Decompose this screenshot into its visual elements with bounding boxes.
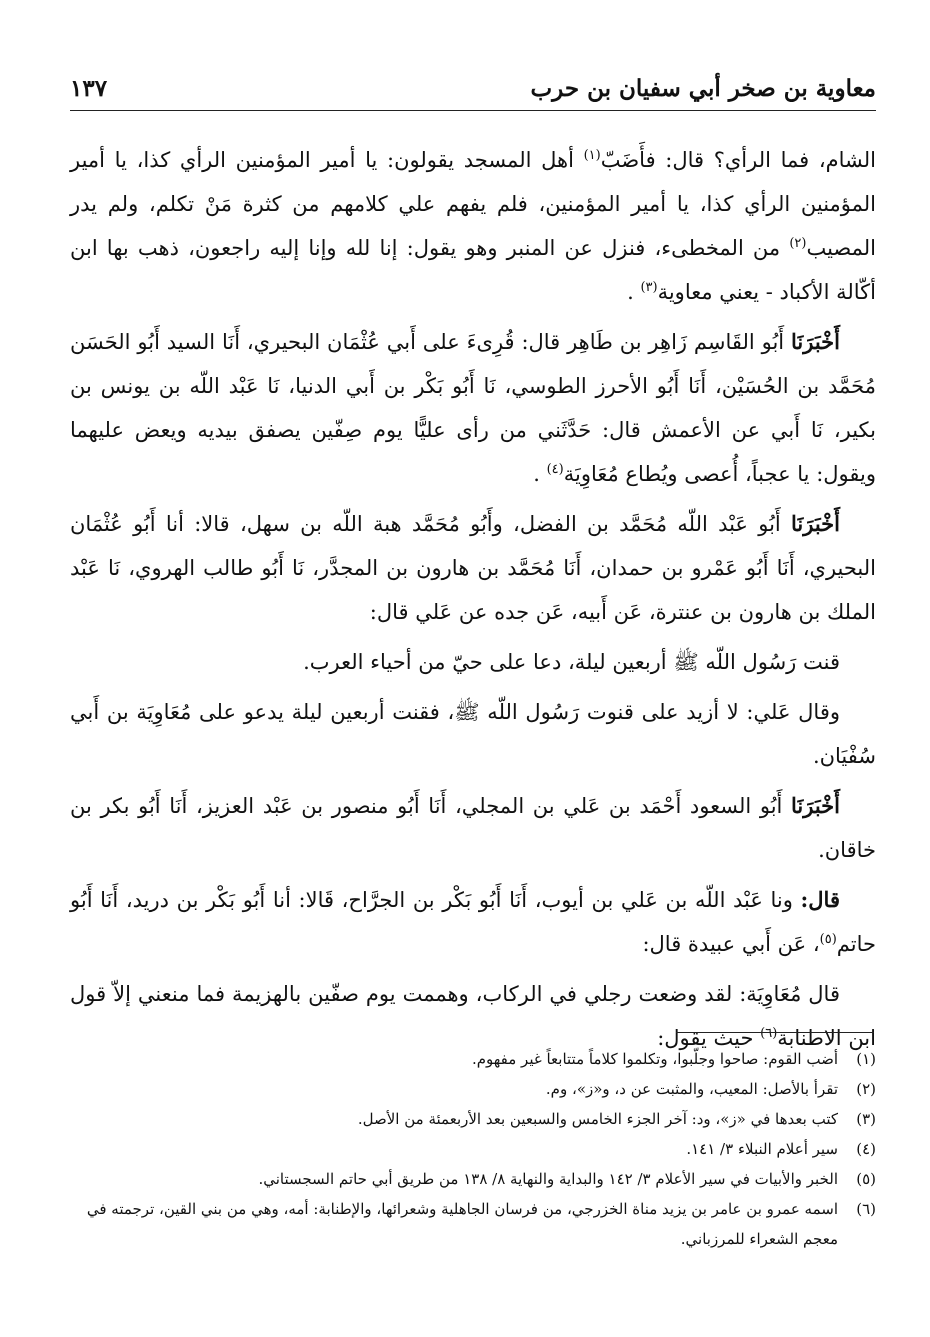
- text-span: .: [533, 462, 547, 486]
- paragraph-4: [70, 640, 876, 684]
- footnote-number: (٣): [856, 1110, 876, 1128]
- footnote-2: [70, 1074, 876, 1104]
- page-header: [70, 66, 876, 111]
- main-text: [70, 138, 876, 1066]
- paragraph-1: [70, 138, 876, 314]
- footnote-ref: (٥): [819, 932, 837, 947]
- footnote-ref: (٣): [640, 280, 658, 295]
- text-span: ونا عَبْد اللّه بن عَلي بن أيوب، أَنَا أَبُو بَكْر بن الجرَّاح، قَالا: أنا أَبُو بَكْر بن دريد، أَنَا أَبُو حاتم: [70, 888, 876, 956]
- footnote-number: (١): [856, 1050, 876, 1068]
- footnote-text: الخبر والأبيات في سير الأعلام ٣/ ١٤٢ والبداية والنهاية ٨/ ١٣٨ من طريق أبي حاتم السجستاني.: [258, 1170, 838, 1188]
- footnote-number: (٥): [856, 1170, 876, 1188]
- text-span: أهل المسجد يقولون: يا أمير المؤمنين الرأي كذا، يا أمير المؤمنين الرأي كذا، يا أمير المؤمنين، فلم يفهم علي كلامهم من كثرة مَنْ تكلم، ولم يدر المصيب: [70, 148, 876, 260]
- text-span: الشام، فما الرأي؟ قال: فأَضَبّ: [600, 148, 876, 172]
- footnote-text: سير أعلام النبلاء ٣/ ١٤١.: [686, 1140, 838, 1158]
- text-span: حيث يقول:: [657, 1026, 761, 1050]
- isnad-lead: أَخْبَرَنَا: [791, 793, 840, 818]
- footnote-number: (٢): [856, 1080, 876, 1098]
- footnote-6: [70, 1194, 876, 1254]
- footnote-text: تقرأ بالأصل: المعيب، والمثبت عن د، و«ز»، وم.: [545, 1080, 838, 1098]
- footnote-number: (٦): [856, 1200, 876, 1218]
- text-span: أَبُو القَاسِم زَاهِر بن طَاهِر قال: قُرِىءَ على أَبي عُثْمَان البحيري، أَنَا السيد أَبُو الحَسَن مُحَمَّد بن الحُسَيْن، أَنَا أَبُو الأحرز الطوسي، نَا أَبُو بَكْر بن أَبي الدنيا، نَا عَبْد اللّه بن يونس بن بكير، نَا أَبي عن الأعمش قال: حَدَّثَني من رأى عليًّا يوم صِفّين يصفق بيديه ويعض عليهما ويقول: يا عجباً، أُعصى ويُطاع مُعَاوِيَة: [70, 330, 876, 486]
- footnote-ref: (١): [583, 148, 601, 163]
- footnote-4: [70, 1134, 876, 1164]
- paragraph-3: [70, 502, 876, 634]
- footnote-1: [70, 1044, 876, 1074]
- footnote-5: [70, 1164, 876, 1194]
- paragraph-7: [70, 878, 876, 966]
- running-title: معاوية بن صخر أبي سفيان بن حرب: [530, 74, 876, 102]
- paragraph-2: [70, 320, 876, 496]
- paragraph-6: [70, 784, 876, 872]
- footnote-text: اسمه عمرو بن عامر بن يزيد مناة الخزرجي، من فرسان الجاهلية وشعرائها، والإطنابة: أمه، وهي من بني القين، ترجمته في معجم الشعراء للمرزباني.: [86, 1200, 838, 1248]
- page-number: ١٣٧: [70, 74, 108, 102]
- isnad-lead: قال:: [800, 887, 840, 912]
- text-span: قال مُعَاوِيَة: لقد وضعت رجلي في الركاب، وهممت يوم صفّين بالهزيمة فما منعني إلاّ قول ابن الاطنابة: [70, 982, 876, 1050]
- text-span: أَبُو السعود أَحْمَد بن عَلي بن المجلي، أَنَا أَبُو منصور بن عَبْد العزيز، أَنَا أَبُو بكر بن خاقان.: [70, 794, 876, 862]
- footnote-ref: (٢): [789, 236, 807, 251]
- text-span: .: [627, 280, 641, 304]
- text-span: ، عَن أَبي عبيدة قال:: [642, 932, 820, 956]
- text-span: أَبُو عَبْد اللّه مُحَمَّد بن الفضل، وأَبُو مُحَمَّد هبة اللّه بن سهل، قالا: أنا أَبُو عُثْمَان البحيري، أَنَا أَبُو عَمْرو بن حمدان، أَنَا مُحَمَّد بن هارون بن المجدَّر، نَا أَبُو طالب الهروي، نَا عَبْد الملك بن هارون بن عنترة، عَن أَبيه، عَن جده عن عَلي قال:: [70, 512, 876, 624]
- isnad-lead: أَخْبَرَنَا: [791, 329, 840, 354]
- isnad-lead: أَخْبَرَنَا: [791, 511, 840, 536]
- footnote-3: [70, 1104, 876, 1134]
- text-span: وقال عَلي: لا أزيد على قنوت رَسُول اللّه ﷺ، فقنت أربعين ليلة يدعو على مُعَاوِيَة بن أَبي سُفْيَان.: [70, 700, 876, 768]
- footnotes: [70, 1044, 876, 1254]
- footnote-text: أضب القوم: صاحوا وجلّبوا، وتكلموا كلاماً متتابعاً غير مفهوم.: [471, 1050, 838, 1068]
- footnote-text: كتب بعدها في «ز»، ود: آخر الجزء الخامس والسبعين بعد الأربعمئة من الأصل.: [357, 1110, 838, 1128]
- paragraph-5: [70, 690, 876, 778]
- footnote-ref: (٦): [760, 1026, 778, 1041]
- text-span: قنت رَسُول اللّه ﷺ أربعين ليلة، دعا على حيّ من أحياء العرب.: [303, 650, 840, 674]
- footnote-ref: (٤): [546, 462, 564, 477]
- text-span: من المخطىء، فنزل عن المنبر وهو يقول: إنا لله وإنا إليه راجعون، ذهب بها ابن أكّالة الأكباد - يعني معاوية: [70, 236, 876, 304]
- footnote-divider: [676, 1032, 874, 1033]
- footnote-number: (٤): [856, 1140, 876, 1158]
